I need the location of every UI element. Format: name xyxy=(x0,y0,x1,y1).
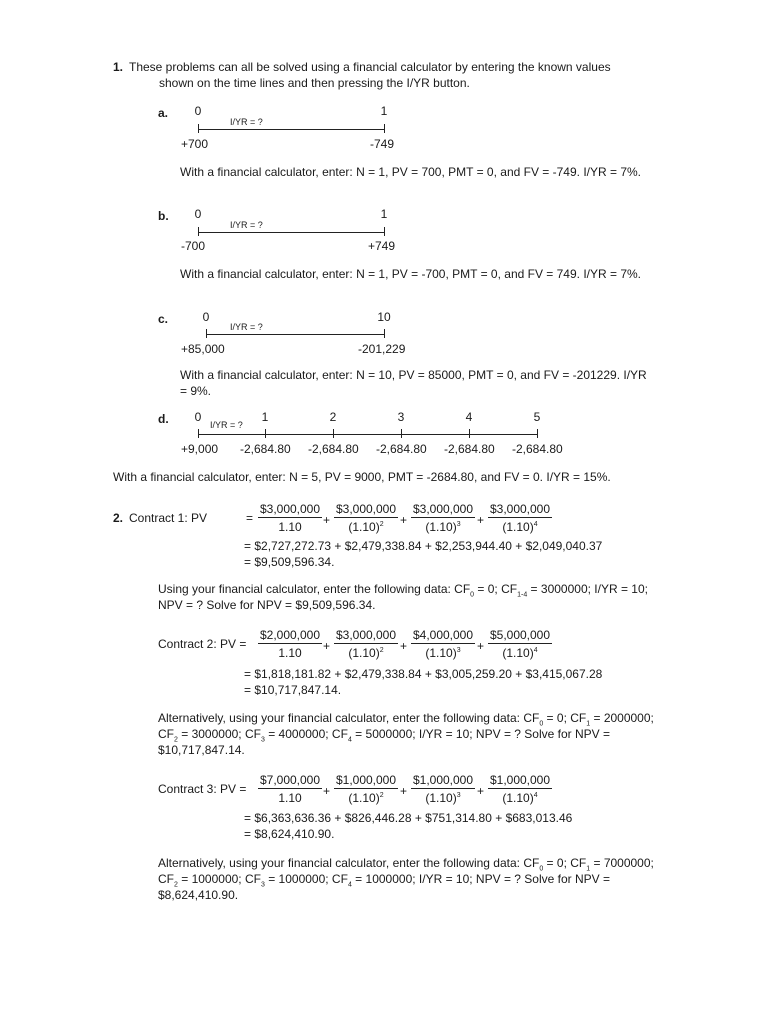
cash-flow-label: +9,000 xyxy=(181,442,219,456)
fraction-numerator: $7,000,000 xyxy=(259,773,321,787)
answer-text: With a financial calculator, enter: N = 1, PV = -700, PMT = 0, and FV = 749. I/YR = 7%. xyxy=(180,267,642,281)
calculator-instructions: Using your financial calculator, enter the following data: $CF_0 = 0$; $CF_{1-4} = 3000000$; I/YR = 10; NPV = ? Solve for NPV = $9,509,596.34. xyxy=(158,582,648,612)
period-label: 0 xyxy=(202,310,210,324)
rate-label: I/YR = ? xyxy=(210,420,243,430)
answer-text: With a financial calculator, enter: N = 10, PV = 85000, PMT = 0, and FV = -201229. I/YR = 9%. xyxy=(180,368,647,398)
calculator-instructions: Alternatively, using your financial calculator, enter the following data: $CF_0 = 0$; $CF_1 = 2000000$; $CF_2 = 3000000$; $CF_3 = 4000000$; $CF_4 = 5000000$; I/YR = 10; NPV = ? Solve for NPV = $10,717,847.14. xyxy=(158,711,654,757)
fraction-denominator: $(1.10)^4$ xyxy=(502,646,538,660)
part-label: a. xyxy=(158,106,169,120)
timeline-tick xyxy=(198,124,199,133)
fraction-denominator: $(1.10)^4$ xyxy=(502,791,538,805)
fraction-numerator: $3,000,000 xyxy=(412,502,474,516)
problem-1-number: 1. xyxy=(113,60,124,74)
timeline-tick xyxy=(198,227,199,236)
fraction-denominator: $(1.10)^3$ xyxy=(425,646,461,660)
rate-label: I/YR = ? xyxy=(230,220,263,230)
pv-fraction xyxy=(334,628,398,660)
plus-sign: + xyxy=(477,513,485,527)
result-total: = $10,717,847.14. xyxy=(244,683,342,697)
result-line: = $6,363,636.36 + $826,446.28 + $751,314.80 + $683,013.46 xyxy=(244,811,573,825)
timeline-tick xyxy=(401,429,402,438)
period-label: 5 xyxy=(533,410,541,424)
period-label: 0 xyxy=(194,207,202,221)
cash-flow-label: -2,684.80 xyxy=(308,442,359,456)
cash-flow-label: +85,000 xyxy=(181,342,225,356)
fraction-denominator: 1.10 xyxy=(278,791,302,805)
fraction-numerator: $3,000,000 xyxy=(259,502,321,516)
timeline-tick xyxy=(384,329,385,338)
cash-flow-label: -2,684.80 xyxy=(512,442,563,456)
fraction-numerator: $3,000,000 xyxy=(335,502,397,516)
fraction-denominator: $(1.10)^3$ xyxy=(425,791,461,805)
fraction-denominator: 1.10 xyxy=(278,646,302,660)
fraction-denominator: $(1.10)^2$ xyxy=(348,791,384,805)
fraction-numerator: $1,000,000 xyxy=(489,773,551,787)
fraction-denominator: $(1.10)^2$ xyxy=(348,646,384,660)
pv-fraction xyxy=(258,502,322,534)
part-label: c. xyxy=(158,312,169,326)
plus-sign: + xyxy=(400,784,408,798)
pv-fraction xyxy=(258,628,322,660)
period-label: 0 xyxy=(194,104,202,118)
problem-2-number: 2. xyxy=(113,511,124,525)
timeline xyxy=(206,334,384,335)
cash-flow-label: -2,684.80 xyxy=(376,442,427,456)
pv-fraction xyxy=(488,502,552,534)
part-label: d. xyxy=(158,412,169,426)
fraction-numerator: $1,000,000 xyxy=(335,773,397,787)
pv-fraction xyxy=(411,502,475,534)
equals-sign: = xyxy=(246,511,254,525)
timeline xyxy=(198,129,384,130)
contract-label: Contract 1: PV xyxy=(129,511,208,525)
cash-flow-label: -201,229 xyxy=(358,342,406,356)
cash-flow-label: -749 xyxy=(370,137,395,151)
timeline-tick xyxy=(265,429,266,438)
fraction-denominator: $(1.10)^3$ xyxy=(425,520,461,534)
fraction-denominator: $(1.10)^2$ xyxy=(348,520,384,534)
fraction-numerator: $2,000,000 xyxy=(259,628,321,642)
timeline xyxy=(198,232,384,233)
plus-sign: + xyxy=(400,639,408,653)
fraction-numerator: $3,000,000 xyxy=(489,502,551,516)
pv-fraction xyxy=(258,773,322,805)
answer-text: With a financial calculator, enter: N = 5, PV = 9000, PMT = -2684.80, and FV = 0. I/YR = 15%. xyxy=(113,470,611,484)
cash-flow-label: -2,684.80 xyxy=(240,442,291,456)
contract-label: Contract 2: PV = xyxy=(158,637,247,651)
period-label: 4 xyxy=(465,410,473,424)
timeline-tick xyxy=(384,124,385,133)
cash-flow-label: -700 xyxy=(181,239,206,253)
contract-label: Contract 3: PV = xyxy=(158,782,247,796)
plus-sign: + xyxy=(323,513,331,527)
fraction-numerator: $4,000,000 xyxy=(412,628,474,642)
pv-fraction xyxy=(411,628,475,660)
period-label: 1 xyxy=(380,104,388,118)
period-label: 0 xyxy=(194,410,202,424)
timeline-tick xyxy=(469,429,470,438)
period-label: 2 xyxy=(329,410,337,424)
fraction-numerator: $1,000,000 xyxy=(412,773,474,787)
calculator-instructions: Alternatively, using your financial calculator, enter the following data: $CF_0 = 0$; $CF_1 = 7000000$; $CF_2 = 1000000$; $CF_3 = 1000000$; $CF_4 = 1000000$; I/YR = 10; NPV = ? Solve for NPV = $8,624,410.90. xyxy=(158,856,654,902)
pv-fraction xyxy=(334,773,398,805)
fraction-denominator: 1.10 xyxy=(278,520,302,534)
cash-flow-label: +749 xyxy=(368,239,396,253)
timeline-tick xyxy=(198,429,199,438)
answer-text: With a financial calculator, enter: N = 1, PV = 700, PMT = 0, and FV = -749. I/YR = 7%. xyxy=(180,165,642,179)
period-label: 1 xyxy=(261,410,269,424)
plus-sign: + xyxy=(323,639,331,653)
pv-fraction xyxy=(334,502,398,534)
period-label: 3 xyxy=(397,410,405,424)
problem-1-intro-line2: shown on the time lines and then pressing the I/YR button. xyxy=(159,76,470,90)
result-line: = $2,727,272.73 + $2,479,338.84 + $2,253,944.40 + $2,049,040.37 xyxy=(244,539,603,553)
cash-flow-label: +700 xyxy=(181,137,209,151)
fraction-numerator: $3,000,000 xyxy=(335,628,397,642)
timeline xyxy=(198,434,537,435)
fraction-denominator: $(1.10)^4$ xyxy=(502,520,538,534)
part-label: b. xyxy=(158,209,169,223)
rate-label: I/YR = ? xyxy=(230,117,263,127)
plus-sign: + xyxy=(477,639,485,653)
result-total: = $8,624,410.90. xyxy=(244,827,335,841)
plus-sign: + xyxy=(477,784,485,798)
pv-fraction xyxy=(488,628,552,660)
plus-sign: + xyxy=(400,513,408,527)
cash-flow-label: -2,684.80 xyxy=(444,442,495,456)
period-label: 10 xyxy=(377,310,391,324)
timeline-tick xyxy=(206,329,207,338)
pv-fraction xyxy=(488,773,552,805)
fraction-numerator: $5,000,000 xyxy=(489,628,551,642)
timeline-tick xyxy=(537,429,538,438)
period-label: 1 xyxy=(380,207,388,221)
rate-label: I/YR = ? xyxy=(230,322,263,332)
timeline-tick xyxy=(384,227,385,236)
timeline-tick xyxy=(333,429,334,438)
result-total: = $9,509,596.34. xyxy=(244,555,335,569)
problem-1-intro-line1: These problems can all be solved using a financial calculator by entering the known values xyxy=(129,60,611,74)
result-line: = $1,818,181.82 + $2,479,338.84 + $3,005,259.20 + $3,415,067.28 xyxy=(244,667,603,681)
pv-fraction xyxy=(411,773,475,805)
plus-sign: + xyxy=(323,784,331,798)
